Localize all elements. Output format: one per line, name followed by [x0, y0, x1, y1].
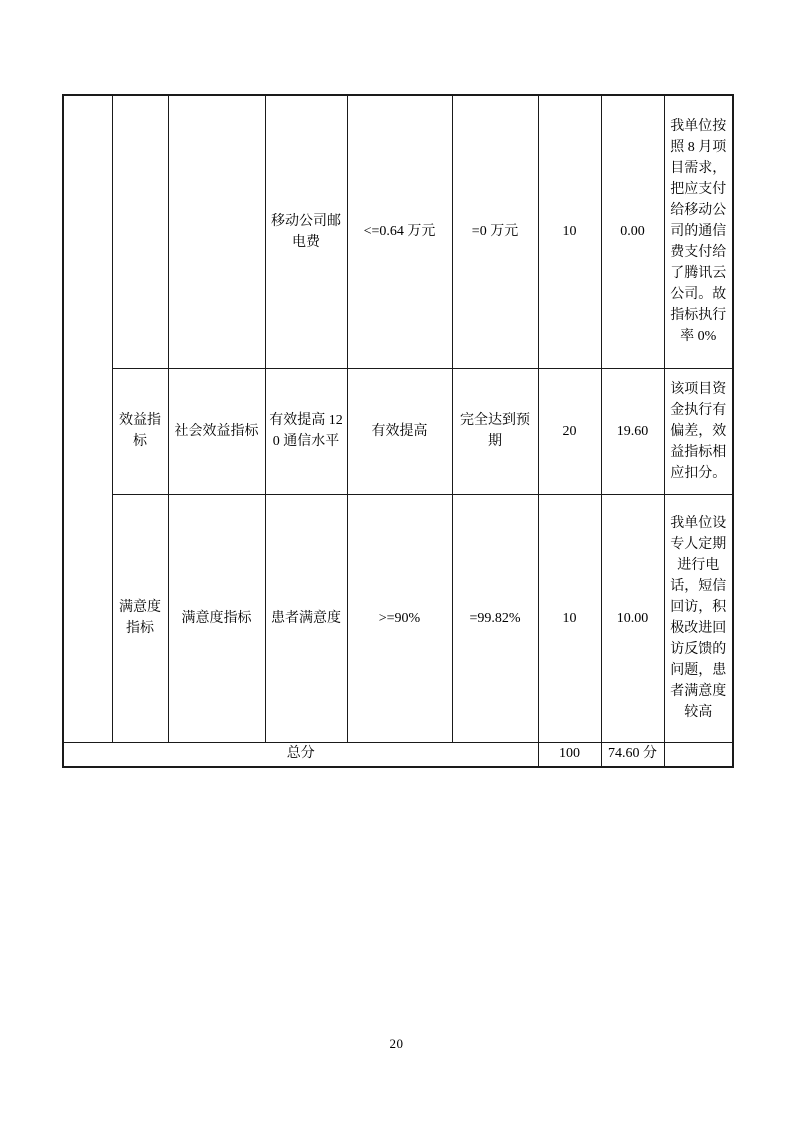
cell-total-note-empty [664, 742, 733, 767]
cell-score: 19.60 [601, 368, 664, 494]
cell-indicator-group: 社会效益指标 [168, 368, 265, 494]
table-row-total [63, 742, 733, 767]
cell-total-score: 74.60 分 [601, 742, 664, 767]
cell-target-value: >=90% [347, 494, 452, 742]
cell-indicator-group-empty [168, 95, 265, 368]
cell-note: 我单位设专人定期进行电话，短信回访，积极改进回访反馈的问题，患者满意度较高 [664, 494, 733, 742]
cell-indicator: 患者满意度 [265, 494, 347, 742]
page-number: 20 [389, 1036, 404, 1051]
cell-category-empty [112, 95, 168, 368]
cell-weight: 10 [538, 95, 601, 368]
cell-total-weight: 100 [538, 742, 601, 767]
cell-target-value: 有效提高 [347, 368, 452, 494]
cell-category: 满意度指标 [112, 494, 168, 742]
cell-completion-value: =99.82% [452, 494, 538, 742]
performance-indicator-table [62, 94, 734, 768]
cell-indicator: 移动公司邮电费 [265, 95, 347, 368]
cell-note: 我单位按照 8 月项目需求，把应支付给移动公司的通信费支付给了腾讯云公司。故指标执行率 0% [664, 95, 733, 368]
table-row-benefit [63, 368, 733, 494]
cell-note: 该项目资金执行有偏差，效益指标相应扣分。 [664, 368, 733, 494]
cell-total-label: 总分 [63, 742, 538, 767]
cell-category: 效益指标 [112, 368, 168, 494]
cell-score: 0.00 [601, 95, 664, 368]
cell-completion-value: =0 万元 [452, 95, 538, 368]
table-row-satisfaction [63, 494, 733, 742]
cell-weight: 20 [538, 368, 601, 494]
cell-indicator-group: 满意度指标 [168, 494, 265, 742]
cell-completion-value: 完全达到预期 [452, 368, 538, 494]
cell-indicator: 有效提高 120 通信水平 [265, 368, 347, 494]
table-row-postage [63, 95, 733, 368]
cell-target-value: <=0.64 万元 [347, 95, 452, 368]
cell-weight: 10 [538, 494, 601, 742]
cell-score: 10.00 [601, 494, 664, 742]
cell-merged-spacer [63, 95, 112, 742]
